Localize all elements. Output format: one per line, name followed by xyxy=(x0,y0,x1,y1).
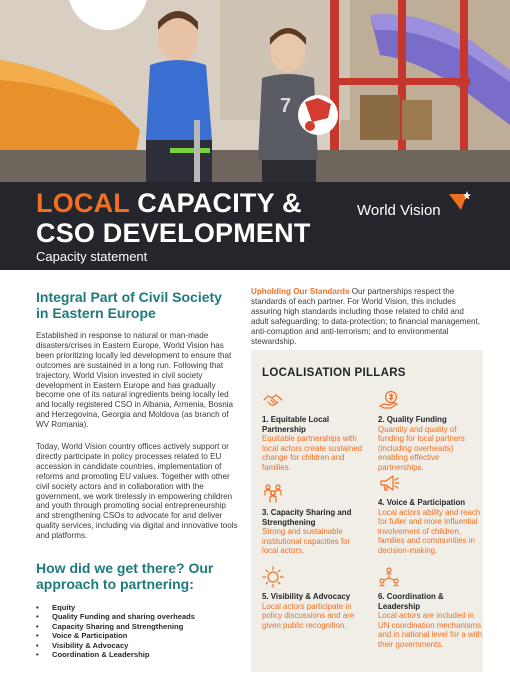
pillar-description: Equitable partnerships with local actors create sustained change for children and families. xyxy=(262,434,363,472)
list-item: • Quality Funding and sharing overheads xyxy=(36,612,195,621)
standards-lead: Upholding Our Standards xyxy=(251,287,350,296)
page-subtitle: Capacity statement xyxy=(36,249,148,264)
pillar-title: 4. Voice & Participation xyxy=(378,498,466,507)
title-line2: CSO DEVELOPMENT xyxy=(36,218,311,248)
title-line1-rest: CAPACITY & xyxy=(129,188,302,218)
pillar-3 xyxy=(262,482,367,556)
list-item: • Visibility & Advocacy xyxy=(36,641,195,650)
standards-text: Our partnerships respect the standards of each partner. For World Vision, this includes assuring high standards including those related to child and adult safeguarding; to data-protection; to financial management, anti-corruption and anti-terrorism; and to environmental stewardship. xyxy=(251,287,481,346)
intro-paragraph-2: Today, World Vision country offices actively support or directly participate in policy processes related to EU accession in candidate countries, implementation of reforms and promoting EU values. Together with other civil society actors and in collaboration with the government, we work tirelessly in empowering children and youth through promoting social entrepreneurship and strengthening CSOs to advocate for and deliver quality services, including via digital and innovative tools and platforms. xyxy=(36,442,238,541)
standards-paragraph xyxy=(251,287,481,346)
pillar-description: Strong and sustainable institutional capacities for local actors. xyxy=(262,527,351,556)
pillar-title: 2. Quality Funding xyxy=(378,415,447,424)
pillar-6 xyxy=(378,566,483,650)
megaphone-icon xyxy=(378,472,400,494)
pillar-title: 3. Capacity Sharing and Strengthening xyxy=(262,508,352,527)
title-accent: LOCAL xyxy=(36,188,130,218)
intro-paragraph-1: Established in response to natural or man-made disasters/crises in Eastern Europe, World Vision has been prioritizing locally led development to ensure that outcomes are sustained in a long run. Following that trajectory, World Vision invested in civil society development in Eastern Europe and has gradually become one of its natural ingredients being locally led and locally registered CSO in Albania, Armenia, Bosnia and Herzegovina, Georgia and Moldova (as branch of WV Romania). xyxy=(36,331,234,430)
pillars-heading: LOCALISATION PILLARS xyxy=(262,367,406,379)
svg-text:7: 7 xyxy=(280,95,292,117)
list-item: • Voice & Participation xyxy=(36,631,195,640)
hero-photo xyxy=(0,0,510,185)
pillar-description: Quantity and quality of funding for local partners (including overheads) enabling effective partnerships. xyxy=(378,424,465,472)
pillar-4 xyxy=(378,472,483,556)
money-hand-icon xyxy=(378,389,400,411)
pillar-description: Local actors participate in policy discussions and are given public recognition. xyxy=(262,601,355,630)
world-vision-star-icon xyxy=(447,190,471,212)
intro-heading: Integral Part of Civil Society in Eastern Europe xyxy=(36,289,222,321)
page-title xyxy=(36,188,311,248)
list-item: • Capacity Sharing and Strengthening xyxy=(36,622,195,631)
sun-bulb-icon xyxy=(262,566,284,588)
handshake-icon xyxy=(262,389,284,411)
pillar-5 xyxy=(262,566,367,630)
pillar-1 xyxy=(262,389,367,473)
people-group-icon xyxy=(262,482,284,504)
pillar-title: 6. Coordination & Leadership xyxy=(378,592,444,611)
pillar-2 xyxy=(378,389,483,473)
world-vision-logo-text: World Vision xyxy=(357,202,441,219)
pillar-description: Local actors ability and reach for fuller and more influential involvement of children, families and communities in decision-making. xyxy=(378,507,481,555)
network-people-icon xyxy=(378,566,400,588)
pillar-description: Local actors are included in UN coordination mechanisms and in national level for a with their governments. xyxy=(378,611,482,649)
list-item: • Equity xyxy=(36,603,195,612)
hero-illustration xyxy=(0,0,510,185)
pillar-title: 1. Equitable Local Partnership xyxy=(262,415,330,434)
list-item: • Coordination & Leadership xyxy=(36,650,195,659)
approach-heading: How did we get there? Our approach to partnering: xyxy=(36,560,214,592)
pillar-title: 5. Visibility & Advocacy xyxy=(262,592,351,601)
approach-list xyxy=(36,603,195,659)
